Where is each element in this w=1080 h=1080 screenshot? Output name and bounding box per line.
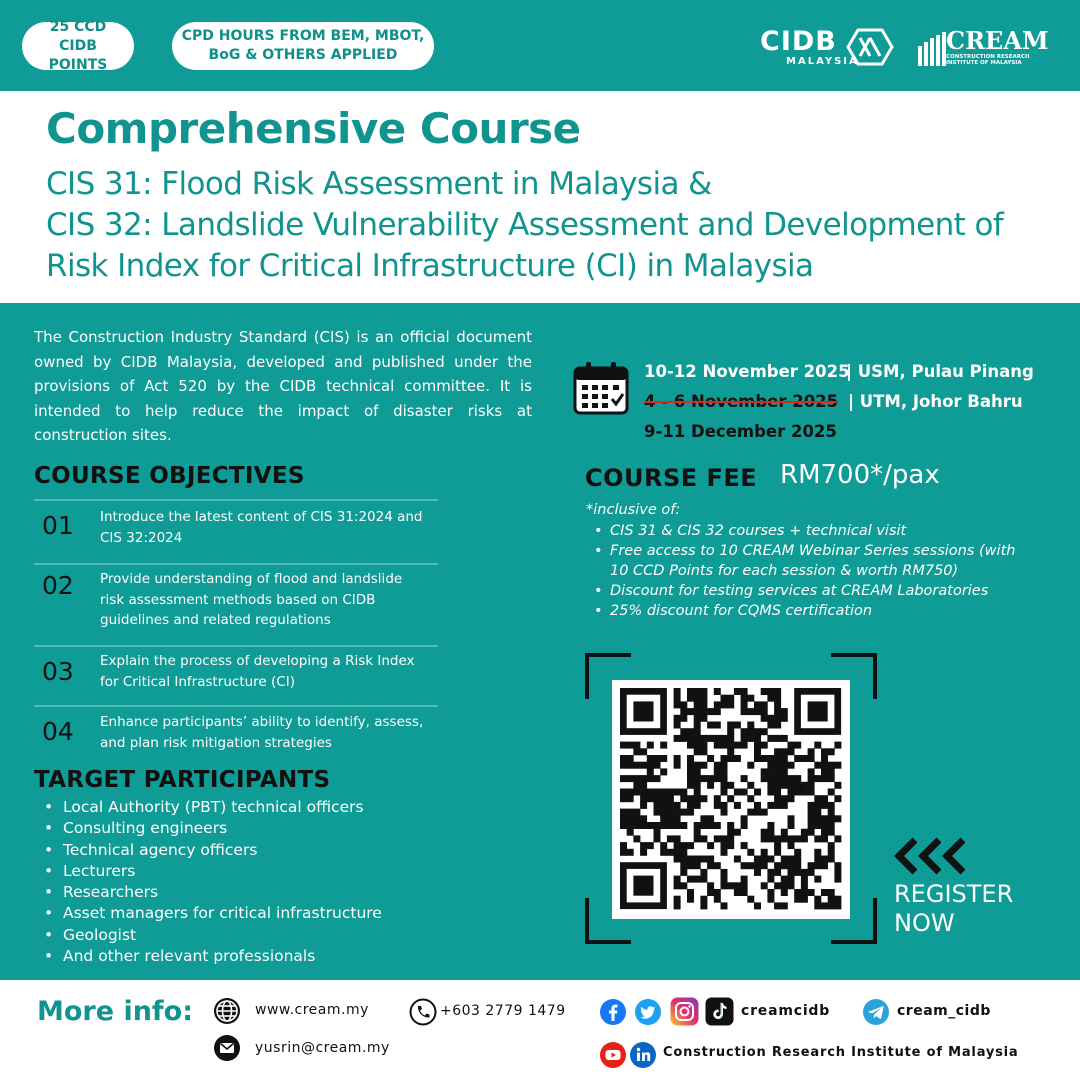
objective-number: 02 — [42, 571, 74, 600]
subtitle-line-3: Risk Index for Critical Infrastructure (CI) in Malaysia — [46, 248, 814, 284]
objective-item — [34, 645, 438, 705]
objective-item — [34, 563, 438, 643]
subtitle-line-1: CIS 31: Flood Risk Assessment in Malaysia & — [46, 166, 712, 202]
main-panel — [0, 303, 1080, 980]
participant-item: • Asset managers for critical infrastructure — [44, 903, 382, 924]
ccd-points-text: 25 CCD CIDB POINTS — [48, 18, 108, 73]
intro-paragraph: The Construction Industry Standard (CIS) is an official document owned by CIDB Malaysia, developed and published under the provisions of Act 520 by the CIDB technical committee. It is intended to help reduce the impact of disaster risks at construction sites. — [34, 328, 532, 444]
cpd-hours-badge — [172, 22, 434, 70]
top-bar — [0, 0, 1080, 91]
session-date-2-cancelled: 4 - 6 November 2025 — [644, 392, 839, 411]
footer — [0, 980, 1080, 1080]
phone-number[interactable]: +603 2779 1479 — [440, 1003, 566, 1019]
website-link[interactable]: www.cream.my — [255, 1002, 369, 1018]
objective-item — [34, 499, 438, 559]
participant-item: • Technical agency officers — [44, 840, 382, 861]
email-icon — [213, 1034, 241, 1062]
twitter-icon[interactable] — [634, 998, 662, 1026]
instagram-icon[interactable] — [670, 997, 699, 1026]
fee-inclusive-label: *inclusive of: — [586, 502, 681, 518]
fee-inclusion-item: • Discount for testing services at CREAM Laboratories — [594, 581, 1034, 601]
course-title: Comprehensive Course — [46, 104, 581, 153]
participant-item: • Consulting engineers — [44, 818, 382, 839]
session-date-3: 9-11 December 2025 — [644, 422, 837, 441]
participants-heading: TARGET PARTICIPANTS — [34, 767, 331, 793]
fee-value: RM700*/pax — [780, 460, 940, 490]
objective-text: Provide understanding of flood and landslide risk assessment methods based on CIDB guidelines and related regulations — [100, 571, 403, 628]
objective-number: 01 — [42, 511, 74, 540]
fee-heading: COURSE FEE — [585, 464, 758, 492]
facebook-icon[interactable] — [599, 998, 627, 1026]
registration-qr-code[interactable] — [612, 680, 850, 919]
tiktok-icon[interactable] — [705, 997, 734, 1026]
fee-inclusion-item: • 25% discount for CQMS certification — [594, 601, 1034, 621]
fee-inclusion-item: • CIS 31 & CIS 32 courses + technical visit — [594, 521, 1034, 541]
session-location-1: | USM, Pulau Pinang — [846, 362, 1034, 381]
globe-icon — [213, 997, 241, 1025]
participants-list — [44, 797, 382, 967]
organization-name[interactable]: Construction Research Institute of Malaysia — [663, 1045, 1019, 1060]
linkedin-icon[interactable] — [629, 1041, 657, 1069]
participant-item: • Lecturers — [44, 861, 382, 882]
participant-item: • Local Authority (PBT) technical officers — [44, 797, 382, 818]
cream-logo-text: CREAM — [946, 26, 1049, 55]
objective-text: Introduce the latest content of CIS 31:2024 and CIS 32:2024 — [100, 509, 423, 546]
participant-item: • Geologist — [44, 925, 382, 946]
objective-text: Enhance participants’ ability to identify, assess, and plan risk mitigation strategies — [100, 714, 424, 751]
cpd-hours-text: CPD HOURS FROM BEM, MBOT, BoG & OTHERS APPLIED — [181, 28, 425, 63]
youtube-icon[interactable] — [599, 1041, 627, 1069]
qr-code-icon — [612, 680, 850, 919]
telegram-icon[interactable] — [862, 998, 890, 1026]
register-now-label[interactable] — [894, 880, 1013, 938]
course-subtitle — [46, 164, 1046, 287]
cream-logo-subtext: CONSTRUCTION RESEARCH INSTITUTE OF MALAYSIA — [946, 54, 1030, 66]
triple-chevron-left-icon — [893, 836, 973, 876]
more-info-label: More info: — [37, 996, 194, 1027]
session-location-2: | UTM, Johor Bahru — [848, 392, 1023, 411]
objective-number: 04 — [42, 717, 74, 746]
cidb-logo-text: CIDB — [760, 26, 837, 57]
objective-number: 03 — [42, 657, 74, 686]
telegram-handle[interactable]: cream_cidb — [897, 1003, 991, 1019]
fee-inclusion-item: • Free access to 10 CREAM Webinar Series sessions (with 10 CCD Points for each session & worth RM750) — [594, 541, 1034, 581]
ccd-points-badge — [22, 18, 134, 73]
objective-text: Explain the process of developing a Risk Index for Critical Infrastructure (CI) — [100, 653, 415, 690]
email-address[interactable]: yusrin@cream.my — [255, 1040, 390, 1056]
cidb-logo — [760, 26, 896, 70]
objectives-heading: COURSE OBJECTIVES — [34, 463, 305, 489]
cream-building-icon — [916, 32, 946, 68]
participant-item: • And other relevant professionals — [44, 946, 382, 967]
cidb-logo-subtext: MALAYSIA — [786, 56, 859, 67]
register-line-2: NOW — [894, 909, 955, 937]
cidb-mark-icon — [846, 28, 894, 66]
register-line-1: REGISTER — [894, 880, 1014, 908]
fee-inclusions-list — [594, 521, 1034, 621]
cream-logo — [916, 26, 1052, 70]
objective-item — [34, 705, 438, 761]
session-date-1: 10-12 November 2025 — [644, 362, 850, 381]
subtitle-line-2: CIS 32: Landslide Vulnerability Assessment and Development of — [46, 207, 1004, 243]
social-handle[interactable]: creamcidb — [741, 1003, 831, 1019]
participant-item: • Researchers — [44, 882, 382, 903]
phone-icon — [409, 998, 437, 1026]
calendar-icon — [573, 361, 629, 415]
